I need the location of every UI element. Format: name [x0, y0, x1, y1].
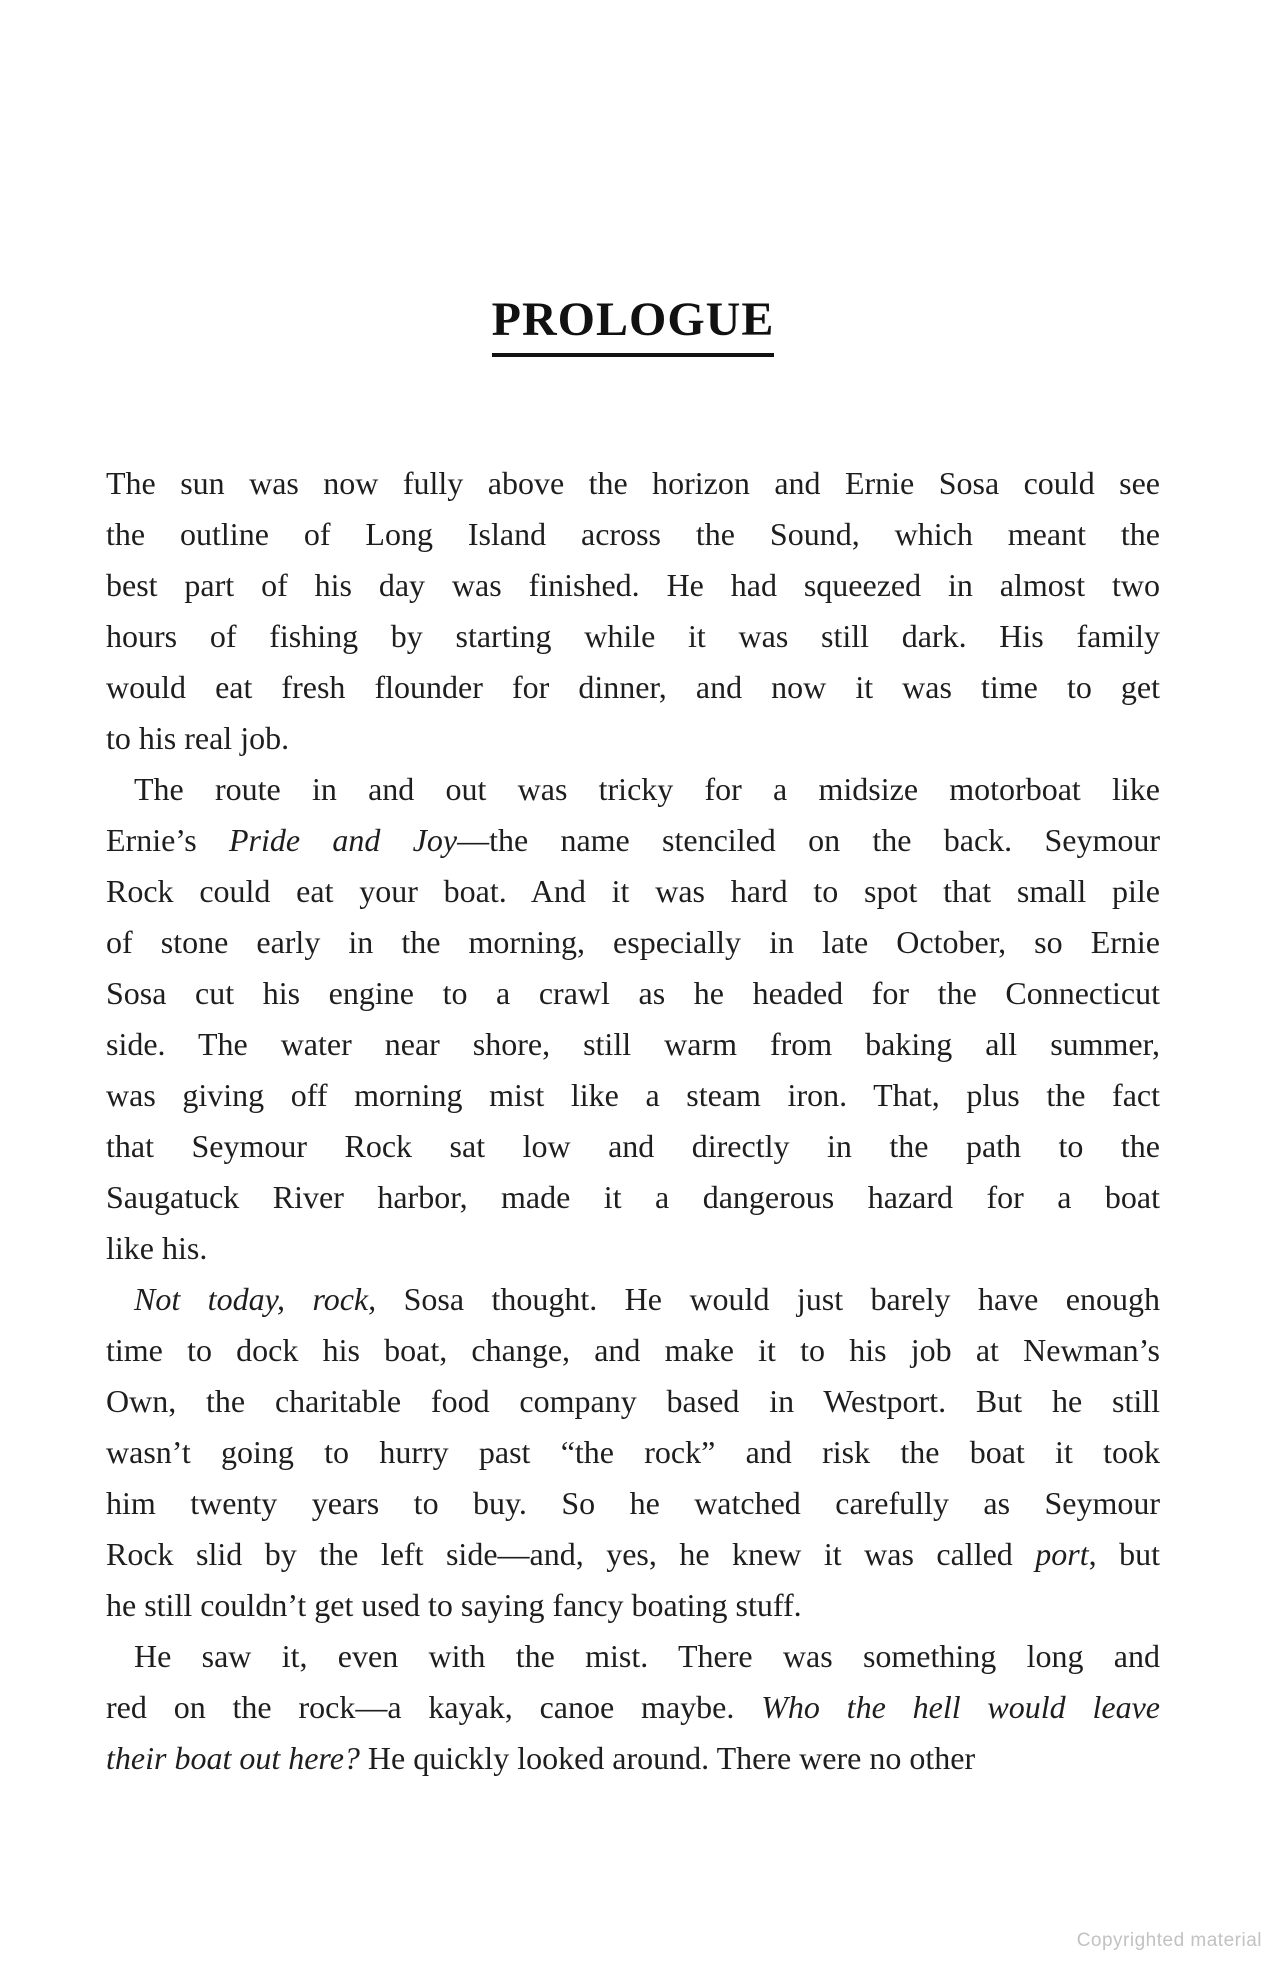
text-line: Not today, rock, Sosa thought. He would just barely have enough [134, 1281, 1161, 1317]
text-line: wasn’t going to hurry past “the rock” and risk the boat it took [106, 1434, 1160, 1470]
text-line: red on the rock—a kayak, canoe maybe. Who the hell would leave [106, 1689, 1161, 1725]
text-line: the outline of Long Island across the Sound, which meant the [106, 516, 1160, 552]
text-line: The sun was now fully above the horizon and Ernie Sosa could see [106, 465, 1160, 501]
copyright-watermark: Copyrighted material [1076, 1930, 1262, 1951]
text-line: was giving off morning mist like a steam iron. That, plus the fact [106, 1077, 1160, 1113]
text-line: Saugatuck River harbor, made it a dangerous hazard for a boat [106, 1179, 1160, 1215]
text-line: would eat fresh flounder for dinner, and now it was time to get [106, 669, 1160, 705]
text-line: Rock could eat your boat. And it was hard to spot that small pile [106, 873, 1160, 909]
text-line: Ernie’s Pride and Joy—the name stenciled on the back. Seymour [106, 822, 1161, 858]
text-line: him twenty years to buy. So he watched carefully as Seymour [106, 1485, 1160, 1521]
text-line: to his real job. [106, 720, 290, 756]
text-line: time to dock his boat, change, and make it to his job at Newman’s [106, 1332, 1160, 1368]
text-line: Sosa cut his engine to a crawl as he headed for the Connecticut [106, 975, 1160, 1011]
text-line: side. The water near shore, still warm from baking all summer, [106, 1026, 1160, 1062]
chapter-heading-text: PROLOGUE [492, 292, 775, 357]
text-line: their boat out here? He quickly looked around. There were no other [106, 1740, 976, 1776]
text-line: Rock slid by the left side—and, yes, he knew it was called port, but [106, 1536, 1161, 1572]
text-line: Own, the charitable food company based in Westport. But he still [106, 1383, 1160, 1419]
text-line: He saw it, even with the mist. There was something long and [134, 1638, 1160, 1674]
text-line: The route in and out was tricky for a midsize motorboat like [134, 771, 1160, 807]
text-line: that Seymour Rock sat low and directly in the path to the [106, 1128, 1160, 1164]
text-line: of stone early in the morning, especially in late October, so Ernie [106, 924, 1160, 960]
chapter-heading [106, 292, 1160, 357]
text-line: he still couldn’t get used to saying fancy boating stuff. [106, 1587, 802, 1623]
text-line: like his. [106, 1230, 208, 1266]
text-line: best part of his day was finished. He had squeezed in almost two [106, 567, 1160, 603]
page-body-text [106, 458, 1160, 1784]
text-line: hours of fishing by starting while it was still dark. His family [106, 618, 1160, 654]
